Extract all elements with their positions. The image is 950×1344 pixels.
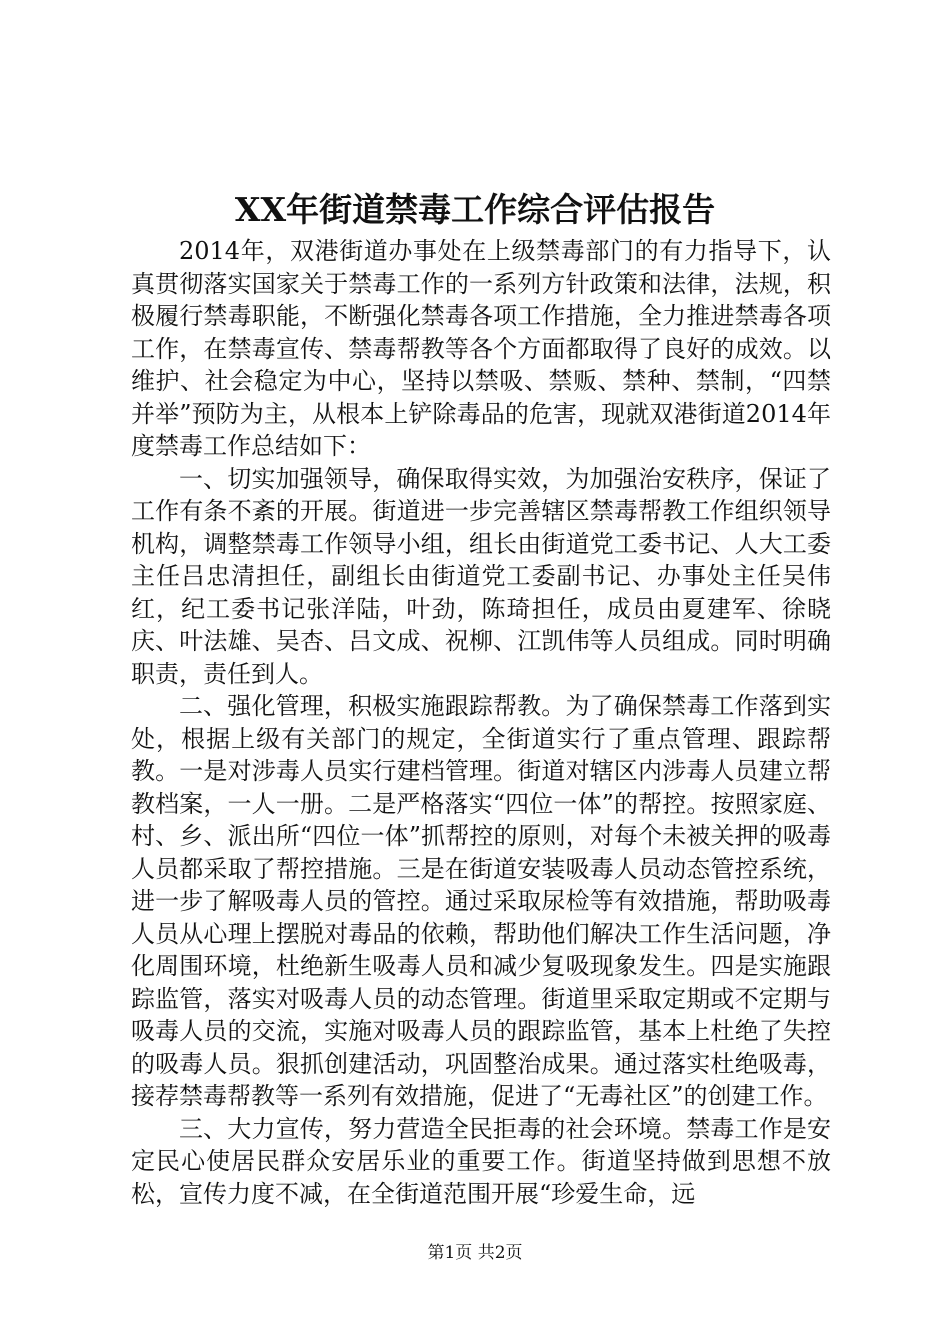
document-body xyxy=(131,235,831,1210)
paragraph-leadership: 一、切实加强领导，确保取得实效，为加强治安秩序，保证了工作有条不紊的开展。街道进一步完善辖区禁毒帮教工作组织领导机构，调整禁毒工作领导小组，组长由街道党工委书记、人大工委主任吕忠清担任，副组长由街道党工委副书记、办事处主任吴伟红，纪工委书记张洋陆，叶劲，陈琦担任，成员由夏建军、徐晓庆、叶法雄、吴杏、吕文成、祝柳、江凯伟等人员组成。同时明确职责，责任到人。 xyxy=(131,464,831,688)
paragraph-management: 二、强化管理，积极实施跟踪帮教。为了确保禁毒工作落到实处，根据上级有关部门的规定，全街道实行了重点管理、跟踪帮教。一是对涉毒人员实行建档管理。街道对辖区内涉毒人员建立帮教档案，一人一册。二是严格落实“四位一体”的帮控。按照家庭、村、乡、派出所“四位一体”抓帮控的原则，对每个未被关押的吸毒人员都采取了帮控措施。三是在街道安装吸毒人员动态管控系统，进一步了解吸毒人员的管控。通过采取尿检等有效措施，帮助吸毒人员从心理上摆脱对毒品的依赖，帮助他们解决工作生活问题，净化周围环境，杜绝新生吸毒人员和减少复吸现象发生。四是实施跟踪监管，落实对吸毒人员的动态管理。街道里采取定期或不定期与吸毒人员的交流，实施对吸毒人员的跟踪监管，基本上杜绝了失控的吸毒人员。狠抓创建活动，巩固整治成果。通过落实杜绝吸毒，接荐禁毒帮教等一系列有效措施，促进了“无毒社区”的创建工作。 xyxy=(131,692,831,1110)
document-title: XX年街道禁毒工作综合评估报告 xyxy=(234,190,716,229)
page-footer: 第1页 共2页 xyxy=(427,1243,523,1263)
paragraph-publicity: 三、大力宣传，努力营造全民拒毒的社会环境。禁毒工作是安定民心使居民群众安居乐业的重要工作。街道坚持做到思想不放松，宣传力度不减，在全街道范围开展“珍爱生命，远 xyxy=(131,1114,831,1208)
paragraph-intro: 2014年，双港街道办事处在上级禁毒部门的有力指导下，认真贯彻落实国家关于禁毒工作的一系列方针政策和法律，法规，积极履行禁毒职能，不断强化禁毒各项工作措施，全力推进禁毒各项工作，在禁毒宣传、禁毒帮教等各个方面都取得了良好的成效。以维护、社会稳定为中心，坚持以禁吸、禁贩、禁种、禁制，“四禁并举”预防为主，从根本上铲除毒品的危害，现就双港街道2014年度禁毒工作总结如下： xyxy=(131,237,831,460)
